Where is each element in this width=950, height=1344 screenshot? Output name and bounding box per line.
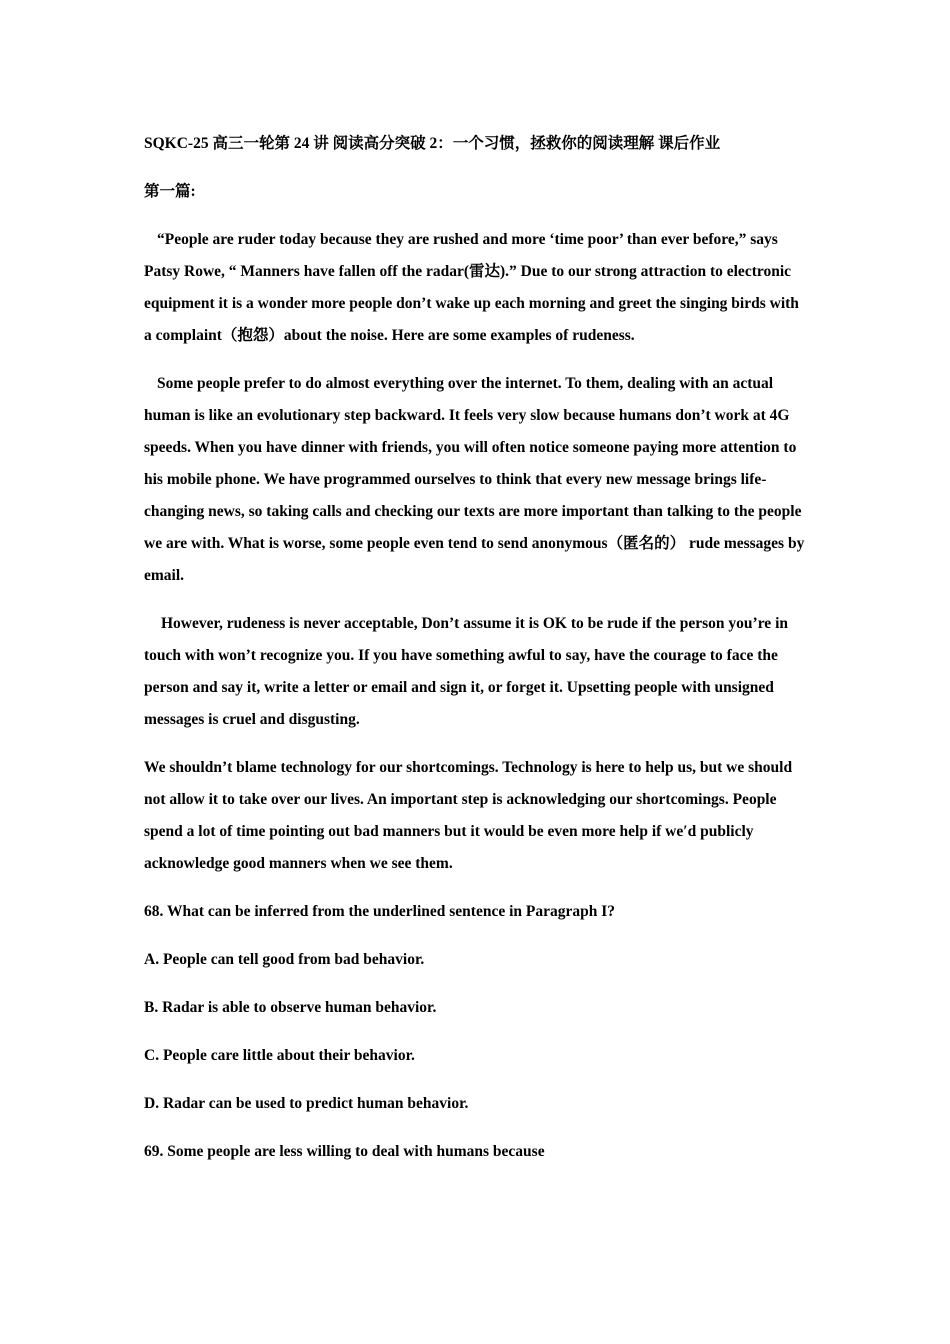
question-68-option-c: C. People care little about their behavior. — [144, 1047, 415, 1064]
paragraph-4: We shouldn’t blame technology for our shortcomings. Technology is here to help us, but we should not allow it to take over our lives. An important step is acknowledging our shortcomings. People spend a lot of time pointing out bad manners but it would be even more help if we′d publicly acknowledge good manners when we see them. — [144, 759, 793, 872]
question-68-stem: 68. What can be inferred from the underlined sentence in Paragraph I? — [144, 903, 616, 920]
paragraph-3: However, rudeness is never acceptable, Don’t assume it is OK to be rude if the person you’re in touch with won’t recognize you. If you have something awful to say, have the courage to face the person and say it, write a letter or email and sign it, or forget it. Upsetting people with unsigned messages is cruel and disgusting. — [144, 615, 788, 728]
document-title: SQKC-25 高三一轮第 24 讲 阅读高分突破 2：一个习惯，拯救你的阅读理解 课后作业 — [144, 135, 721, 152]
paragraph-2: Some people prefer to do almost everything over the internet. To them, dealing with an actual human is like an evolutionary step backward. It feels very slow because humans don’t work at 4G speeds. When you have dinner with friends, you will often notice someone paying more attention to his mobile phone. We have programmed ourselves to think that every new message brings life-changing news, so taking calls and checking our texts are more important than talking to the people we are with. What is worse, some people even tend to send anonymous（匿名的） rude messages by email. — [144, 375, 805, 584]
question-68-option-b: B. Radar is able to observe human behavior. — [144, 999, 437, 1016]
question-69-stem: 69. Some people are less willing to deal with humans because — [144, 1143, 545, 1160]
section-heading: 第一篇: — [144, 183, 196, 200]
question-68-option-d: D. Radar can be used to predict human behavior. — [144, 1095, 469, 1112]
question-68-option-a: A. People can tell good from bad behavior. — [144, 951, 425, 968]
document-page — [144, 128, 809, 1184]
paragraph-1: “People are ruder today because they are rushed and more ‘time poor’ than ever before,” says Patsy Rowe, “ Manners have fallen off the radar(雷达).” Due to our strong attraction to electronic equipment it is a wonder more people don’t wake up each morning and greet the singing birds with a complaint（抱怨）about the noise. Here are some examples of rudeness. — [144, 231, 799, 344]
